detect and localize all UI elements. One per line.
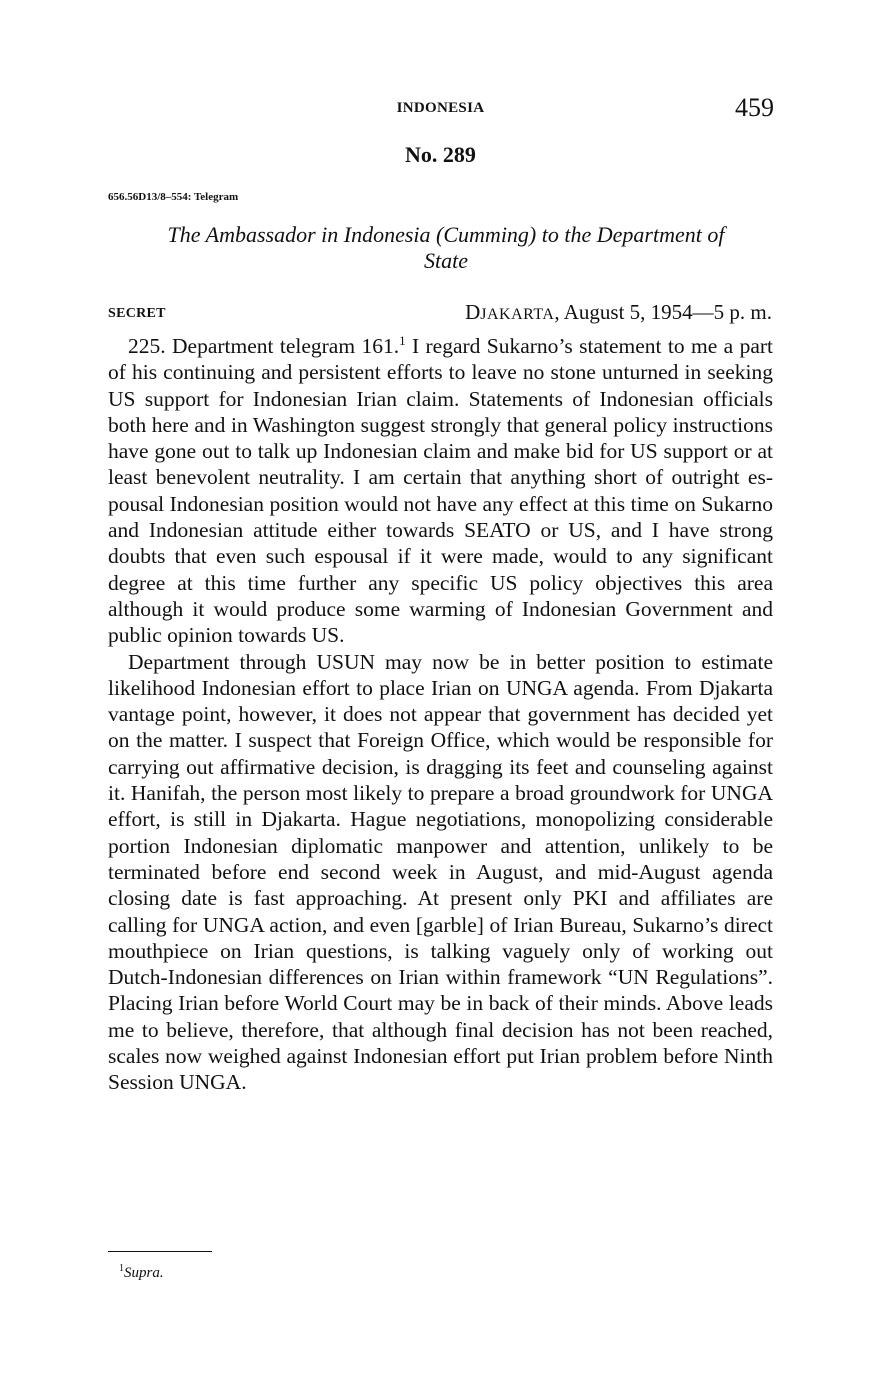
- footnote-divider: [108, 1251, 212, 1252]
- file-reference: 656.56D13/8–554: Telegram: [108, 191, 239, 203]
- paragraph-2: Department through USUN may now be in better position to estimate likelihood Indonesian effort to place Irian on UNGA agenda. From Djakarta vantage point, however, it does not appear that government has decided yet on the matter. I suspect that Foreign Office, which would be responsible for carrying out affirmative decision, is dragging its feet and counseling against it. Hanifah, the person most likely to prepare a broad groundwork for UNGA effort, is still in Djakarta. Hague negotiations, monopolizing considerable portion Indonesian diplomatic manpower and attention, unlikely to be terminated before end second week in August, and mid-August agenda closing date is fast approaching. At present only PKI and affiliates are calling for UNGA action, and even [garble] of Irian Bureau, Sukarno’s direct mouthpiece on Irian questions, is talking vaguely only of working out Dutch-Indonesian differences on Irian within framework “UN Regulations”. Placing Irian before World Court may be in back of their minds. Above leads me to believe, therefore, that although final decision has not been reached, scales now weighed against Indonesian effort put Irian problem before Ninth Session UNGA.: [108, 649, 773, 1095]
- running-head: INDONESIA: [396, 100, 485, 116]
- footnote-marker: 1: [399, 332, 406, 348]
- paragraph-1-lead: 225. Department telegram 161.: [128, 334, 400, 358]
- date-text: , August 5, 1954—5 p. m.: [554, 300, 772, 324]
- paragraph-1-text: I regard Sukarno’s statement to me a part of his continuing and persistent efforts to leave no stone unturned in seeking US support for Indonesian Irian claim. Statements of Indonesian officials both here and in Washington suggest strongly that general policy instructions have gone out to talk up Indonesian claim and make bid for US support or at least benevolent neutrality. I am certain that anything short of outright espousal Indonesian position would not have any effect at this time on Sukarno and Indonesian attitude either towards SEATO or US, and I have strong doubts that even such espousal if it were made, would to any significant degree at this time further any specific US policy objectives this area although it would produce some warming of Indonesian Government and public opinion towards US.: [108, 334, 773, 648]
- dateline: [420, 300, 772, 325]
- footnote-number: 1: [119, 1263, 124, 1274]
- telegram-body: [108, 333, 773, 1096]
- place-initial: D: [465, 300, 481, 324]
- page-number: 459: [735, 93, 774, 122]
- document-title-line-2: State: [424, 248, 468, 273]
- document-title-line-1: The Ambassador in Indonesia (Cumming) to the Department of: [167, 222, 725, 247]
- footnote: [119, 1265, 164, 1282]
- document-title: [120, 222, 772, 274]
- classification-label: SECRET: [108, 306, 166, 321]
- paragraph-1: [108, 333, 773, 649]
- place-name: JAKARTA: [480, 306, 555, 323]
- footnote-text: Supra.: [124, 1265, 164, 1281]
- document-number: No. 289: [405, 142, 476, 167]
